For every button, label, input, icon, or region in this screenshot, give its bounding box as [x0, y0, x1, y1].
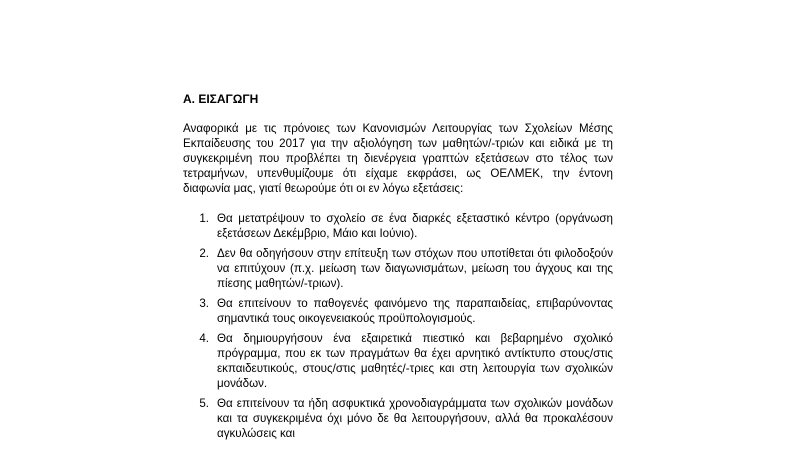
list-item-4	[183, 331, 613, 391]
intro-paragraph: Αναφορικά με τις πρόνοιες των Κανονισμών Λειτουργίας των Σχολείων Μέσης Εκπαίδευσης του 2017 για την αξιολόγηση των μαθητών/-τριών και ειδικά με τη συγκεκριμένη που προβλέπει τη διενέργεια γραπτών εξετάσεων στο τέλος των τετραμήνων, υπενθυμίζουμε ότι είχαμε εκφράσει, ως ΟΕΛΜΕΚ, την έντονη διαφωνία μας, γιατί θεωρούμε ότι οι εν λόγω εξετάσεις:	[183, 122, 613, 195]
list-item-5	[183, 396, 613, 441]
list-text: Θα δημιουργήσουν ένα εξαιρετικά πιεστικό και βεβαρημένο σχολικό πρόγραμμα, που εκ των πραγμάτων θα έχει αρνητικό αντίκτυπο στους/στις εκπαιδευτικούς, στους/στις μαθητές/-τριες και στη λειτουργία των σχολικών μονάδων.	[217, 332, 613, 390]
list-item-3	[183, 296, 613, 326]
list-number: 3.	[199, 297, 209, 310]
list-item-2	[183, 246, 613, 291]
list-text: Δεν θα οδηγήσουν στην επίτευξη των στόχων που υποτίθεται ότι φιλοδοξούν να επιτύχουν (π.χ. μείωση των διαγωνισμάτων, μείωση του άγχους και της πίεσης μαθητών/-τριων).	[217, 247, 613, 290]
list-number: 1.	[199, 212, 209, 225]
list-text: Θα επιτείνουν το παθογενές φαινόμενο της παραπαιδείας, επιβαρύνοντας σημαντικά τους οικογενειακούς προϋπολογισμούς.	[217, 297, 613, 325]
list-item-1	[183, 211, 613, 241]
section-heading: Α. ΕΙΣΑΓΩΓΗ	[183, 92, 259, 106]
list-text: Θα επιτείνουν τα ήδη ασφυκτικά χρονοδιαγράμματα των σχολικών μονάδων και τα συγκεκριμένα όχι μόνο δε θα λειτουργήσουν, αλλά θα προκαλέσουν αγκυλώσεις και	[217, 397, 613, 440]
document-page	[183, 92, 613, 446]
list-text: Θα μετατρέψουν το σχολείο σε ένα διαρκές εξεταστικό κέντρο (οργάνωση εξετάσεων Δεκέμβριο, Μάιο και Ιούνιο).	[217, 212, 613, 240]
list-number: 2.	[199, 247, 209, 260]
list-number: 5.	[199, 397, 209, 410]
list-number: 4.	[199, 332, 209, 345]
numbered-list	[183, 211, 613, 441]
